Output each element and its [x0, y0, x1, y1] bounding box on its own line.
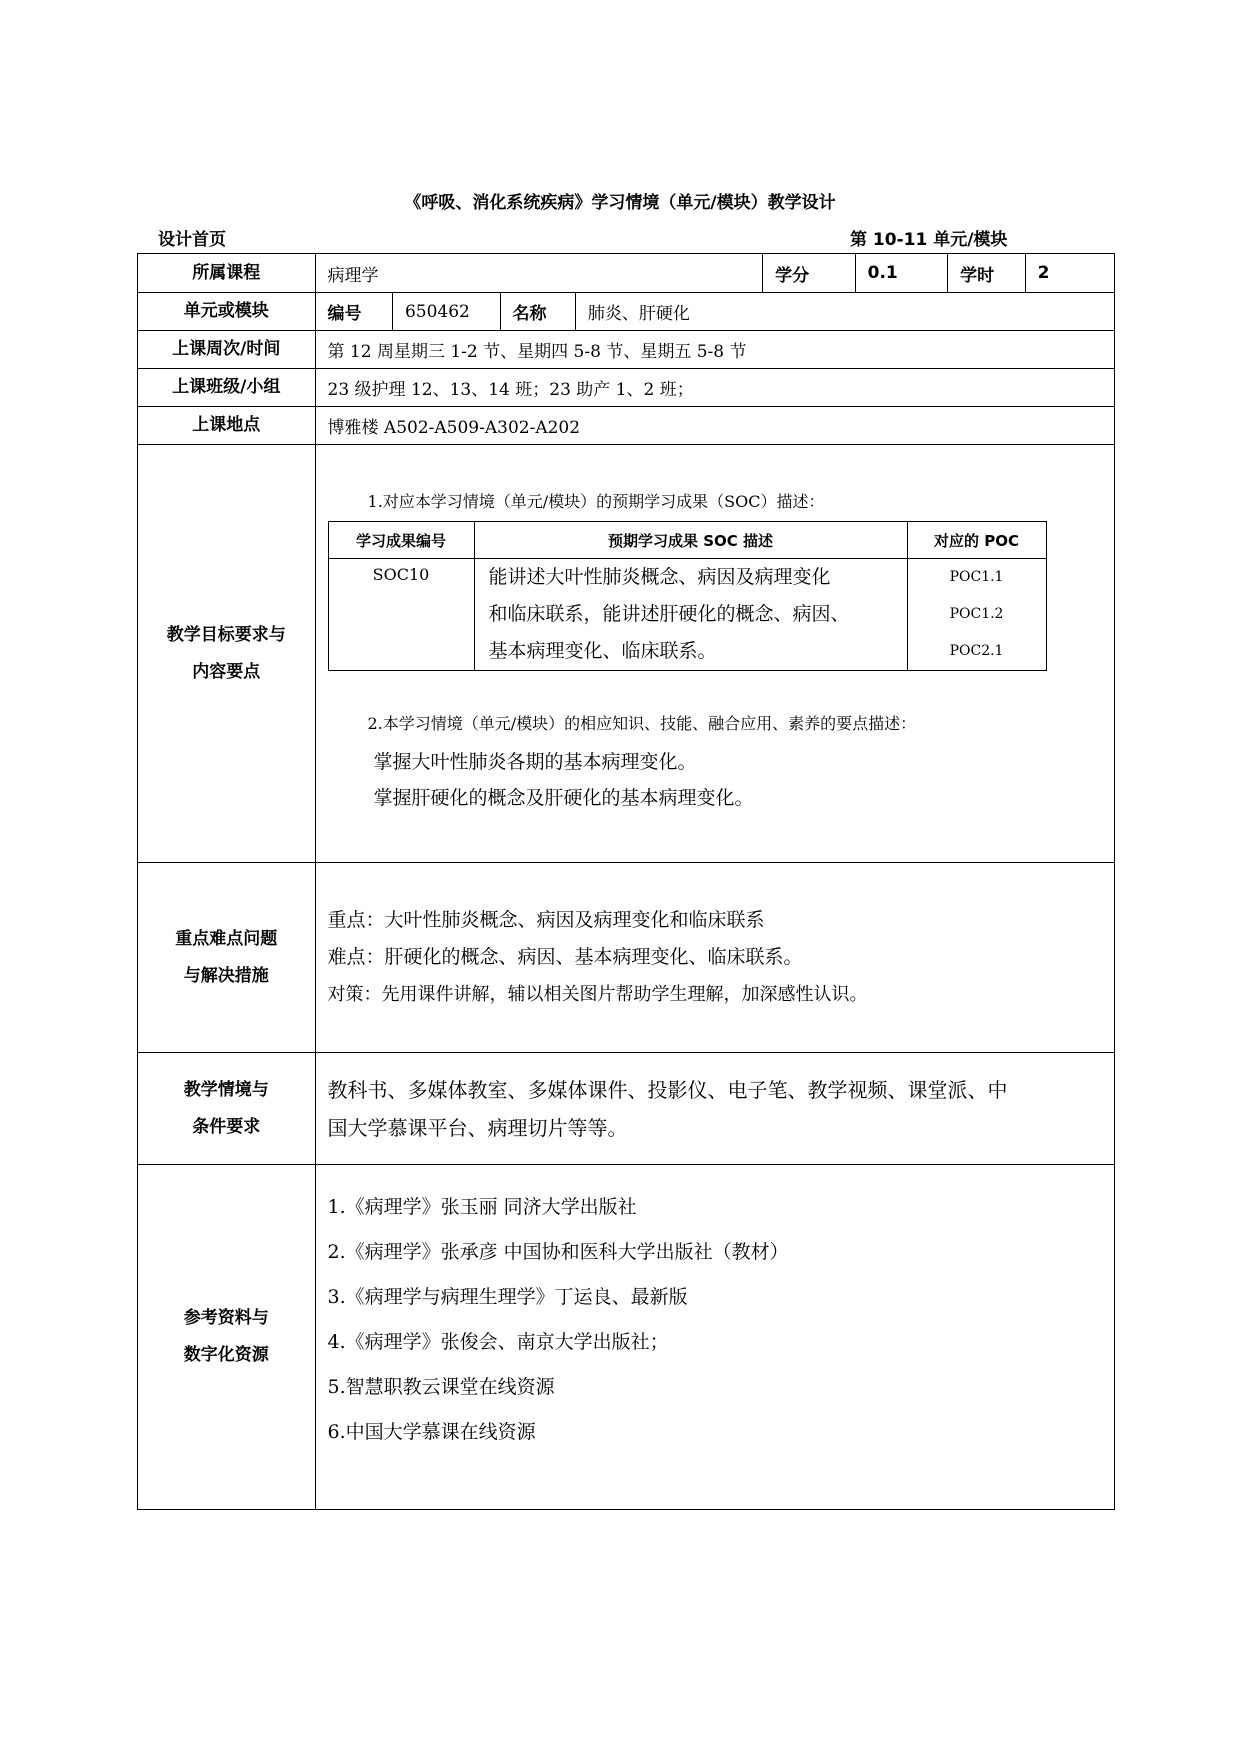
- course-label: 所属课程: [138, 254, 316, 293]
- location-value: 博雅楼 A502-A509-A302-A202: [315, 407, 1114, 445]
- soc-header-id: 学习成果编号: [328, 522, 474, 559]
- credit-label: 学分: [763, 254, 856, 293]
- reference-item: 6.中国大学慕课在线资源: [327, 1421, 536, 1443]
- classes-label: 上课班级/小组: [138, 369, 316, 407]
- strategy: 对策：先用课件讲解，辅以相关图片帮助学生理解，加深感性认识。: [327, 984, 868, 1005]
- unit-label: 单元或模块: [138, 293, 316, 331]
- soc-header-poc: 对应的 POC: [907, 522, 1046, 559]
- poc-item: POC1.2: [949, 606, 1004, 622]
- credit-value: 0.1: [855, 254, 948, 293]
- soc-table: [328, 521, 1047, 671]
- point-item: 掌握大叶性肺炎各期的基本病理变化。: [373, 751, 697, 773]
- poc-item: POC1.1: [949, 569, 1004, 585]
- unit-name-label: 名称: [500, 293, 575, 331]
- unit-code-label: 编号: [315, 293, 392, 331]
- keypoints-label: [138, 863, 316, 1053]
- schedule-value: 第 12 周星期三 1-2 节、星期四 5-8 节、星期五 5-8 节: [315, 331, 1114, 369]
- classes-value: 23 级护理 12、13、14 班；23 助产 1、2 班；: [315, 369, 1114, 407]
- document-title: 《呼吸、消化系统疾病》学习情境（单元/模块）教学设计: [404, 193, 836, 213]
- unit-code: 650462: [392, 293, 500, 331]
- design-table: [137, 253, 1115, 1510]
- references-label: [138, 1165, 316, 1510]
- course-name: 病理学: [315, 254, 763, 293]
- conditions-content: [315, 1053, 1114, 1165]
- objectives-label-line1: 教学目标要求与: [166, 624, 286, 645]
- keypoints-label-line2: 与解决措施: [183, 965, 269, 986]
- reference-item: 3.《病理学与病理生理学》丁运良、最新版: [327, 1286, 688, 1308]
- conditions-line: 国大学慕课平台、病理切片等等。: [327, 1115, 628, 1140]
- unit-name: 肺炎、肝硬化: [575, 293, 1114, 331]
- conditions-line: 教科书、多媒体教室、多媒体课件、投影仪、电子笔、教学视频、课堂派、中: [327, 1077, 1008, 1102]
- references-label-line2: 数字化资源: [183, 1345, 269, 1365]
- keypoints-content: [315, 863, 1114, 1053]
- key-point: 重点：大叶性肺炎概念、病因及病理变化和临床联系: [327, 909, 765, 931]
- reference-item: 2.《病理学》张承彦 中国协和医科大学出版社（教材）: [327, 1241, 789, 1263]
- soc-id: SOC10: [328, 559, 474, 671]
- reference-item: 1.《病理学》张玉丽 同济大学出版社: [327, 1196, 637, 1218]
- hours-label: 学时: [948, 254, 1025, 293]
- soc-desc-line1: 能讲述大叶性肺炎概念、病因及病理变化: [488, 566, 831, 588]
- keypoints-label-line1: 重点难点问题: [175, 928, 278, 949]
- schedule-label: 上课周次/时间: [138, 331, 316, 369]
- difficult-point: 难点：肝硬化的概念、病因、基本病理变化、临床联系。: [327, 946, 803, 968]
- soc-description: [474, 559, 907, 671]
- conditions-label-line1: 教学情境与: [183, 1079, 269, 1100]
- poc-list: [907, 559, 1046, 671]
- reference-item: 5.智慧职教云课堂在线资源: [327, 1376, 555, 1398]
- design-first-page-label: 设计首页: [158, 230, 226, 250]
- soc-desc-line3: 基本病理变化、临床联系。: [488, 640, 717, 662]
- objectives-content: [315, 445, 1114, 863]
- point-item: 掌握肝硬化的概念及肝硬化的基本病理变化。: [373, 787, 754, 809]
- soc-desc-line2: 和临床联系，能讲述肝硬化的概念、病因、: [488, 603, 850, 625]
- conditions-label-line2: 条件要求: [192, 1116, 261, 1137]
- conditions-label: [138, 1053, 316, 1165]
- location-label: 上课地点: [138, 407, 316, 445]
- objectives-label-line2: 内容要点: [192, 661, 261, 682]
- unit-range-label: 第 10-11 单元/模块: [850, 230, 1008, 250]
- references-content: [315, 1165, 1114, 1510]
- soc-header-desc: 预期学习成果 SOC 描述: [474, 522, 907, 559]
- references-label-line1: 参考资料与: [183, 1308, 269, 1328]
- reference-item: 4.《病理学》张俊会、南京大学出版社；: [327, 1331, 669, 1353]
- hours-value: 2: [1025, 254, 1114, 293]
- objectives-label: [138, 445, 316, 863]
- poc-item: POC2.1: [949, 643, 1004, 659]
- soc-intro: 1.对应本学习情境（单元/模块）的预期学习成果（SOC）描述：: [367, 492, 825, 511]
- points-intro: 2.本学习情境（单元/模块）的相应知识、技能、融合应用、素养的要点描述：: [367, 714, 917, 733]
